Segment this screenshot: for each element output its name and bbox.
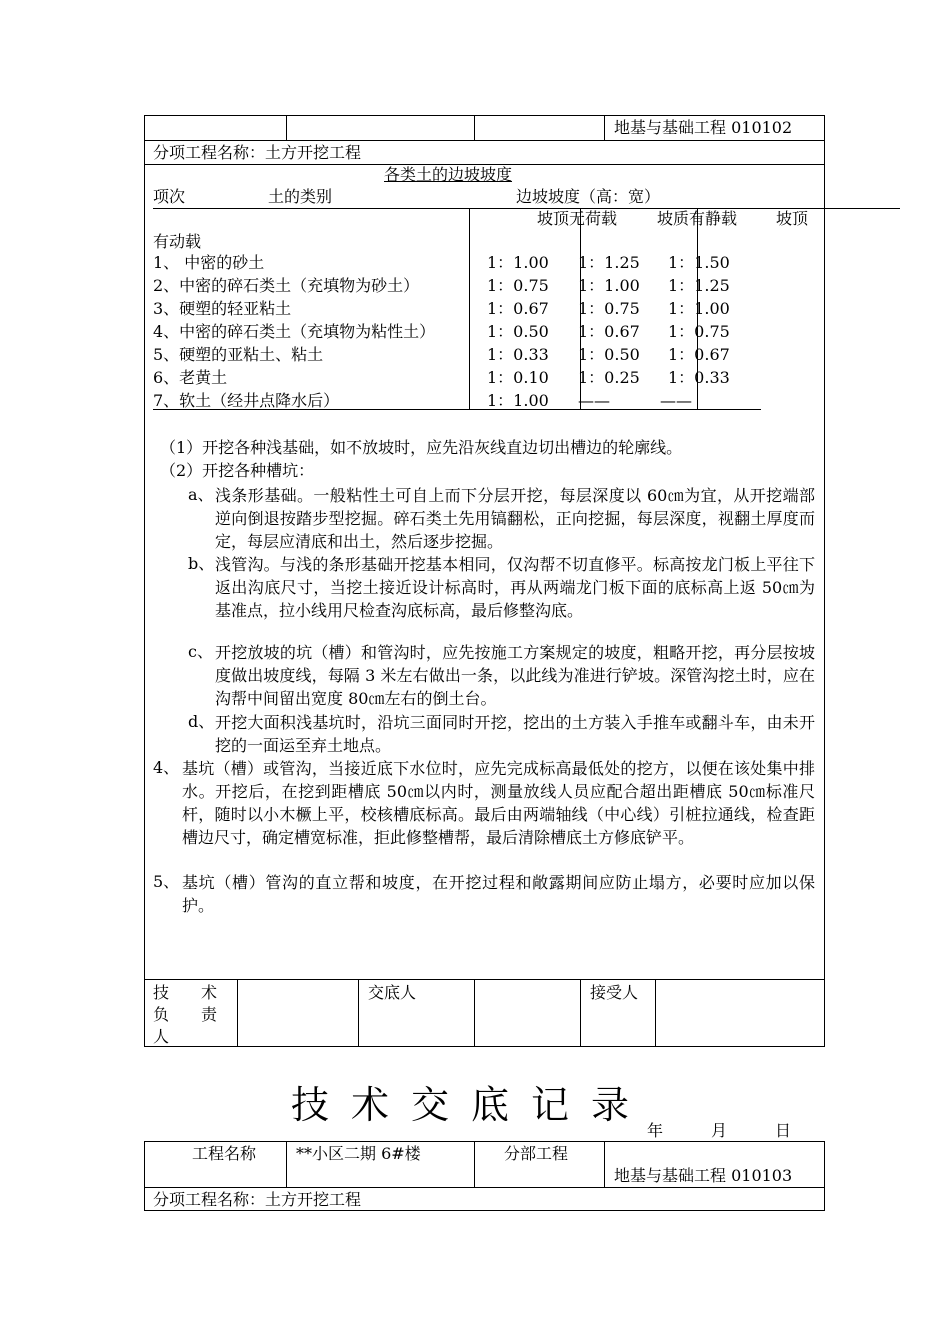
header-slope: 边坡坡度（高：宽） <box>516 187 661 206</box>
item-5-text: 基坑（槽）管沟的直立帮和坡度，在开挖过程和敞露期间应防止塌方，必要时应加以保护。 <box>182 873 815 915</box>
item-b-text: 浅管沟。与浅的条形基础开挖基本相同，仅沟帮不切直修平。标高按龙门板上平往下返出沟底尺寸，当挖土接近设计标高时，再从两端龙门板下面的底标高上返 50㎝为基准点，拉小线用尺检查沟底标高，最后修整沟底。 <box>215 555 815 620</box>
division-label: 分部工程 <box>504 1144 569 1163</box>
tech-lead-label-1: 技 术 <box>153 983 218 1002</box>
item-5-label: 5、 <box>153 872 180 891</box>
record-title: 技术交底记录 <box>291 1083 652 1127</box>
project-name-label: 工程名称 <box>192 1144 257 1163</box>
subheader-dynamic: 坡顶 <box>776 209 809 228</box>
slope-title: 各类土的边坡坡度 <box>384 165 513 184</box>
subheader-no-load: 坡顶无荷载 <box>537 209 618 228</box>
top-subitem: 分项工程名称：土方开挖工程 <box>153 143 362 162</box>
tech-lead-label-3: 人 <box>153 1027 170 1046</box>
item-c-text: 开挖放坡的坑（槽）和管沟时，应先按施工方案规定的坡度，粗略开挖，再分层按坡度做出坡度线，每隔 3 米左右做出一条，以此线为准进行铲坡。深管沟挖土时，应在沟帮中间留出宽度 80㎝左右的倒土台。 <box>215 643 815 708</box>
item-b-label: b、 <box>188 554 215 573</box>
item-c-label: c、 <box>188 642 213 661</box>
record-subitem: 分项工程名称：土方开挖工程 <box>153 1190 362 1209</box>
header-no: 项次 <box>153 187 186 206</box>
paragraph-1: （1）开挖各种浅基础，如不放坡时，应先沿灰线直边切出槽边的轮廓线。 <box>160 438 683 457</box>
tech-lead-label-2: 负 责 <box>153 1005 218 1024</box>
record-code: 地基与基础工程 010103 <box>614 1166 793 1185</box>
item-4-text: 基坑（槽）或管沟，当接近底下水位时，应先完成标高最低处的挖方，以便在该处集中排水。开挖后，在挖到距槽底 50㎝以内时，测量放线人员应配合超出距槽底 50㎝标准尺杆，随时以小木橛上平，校核槽底标高。最后由两端轴线（中心线）引桩拉通线，检查距槽边尺寸，确定槽宽标准，拒此修整槽帮，最后清除槽底土方修底铲平。 <box>182 759 815 847</box>
paragraph-2: （2）开挖各种槽坑： <box>160 461 315 480</box>
item-4-label: 4、 <box>153 758 180 777</box>
subheader-static-load: 坡质有静载 <box>657 209 738 228</box>
receiver-label: 接受人 <box>590 983 639 1002</box>
item-a-label: a、 <box>188 485 214 504</box>
project-name-value: **小区二期 6#楼 <box>296 1144 421 1163</box>
record-date: 年 月 日 <box>647 1121 792 1140</box>
item-a-text: 浅条形基础。一般粘性土可自上而下分层开挖，每层深度以 60㎝为宜，从开挖端部逆向倒退按踏步型挖掘。碎石类土先用镐翻松，正向挖掘，每层深度，视翻土厚度而定，每层应清底和出土，然后逐步挖掘。 <box>215 486 815 551</box>
top-code: 地基与基础工程 010102 <box>614 118 793 137</box>
item-d-text: 开挖大面积浅基坑时，沿坑三面同时开挖，挖出的土方装入手推车或翻斗车，由未开挖的一面运至弃土地点。 <box>215 713 815 755</box>
item-d-label: d、 <box>188 712 215 731</box>
header-soil: 土的类别 <box>268 187 333 206</box>
handover-label: 交底人 <box>368 983 417 1002</box>
subheader-dynamic-cont: 有动载 <box>153 232 202 251</box>
